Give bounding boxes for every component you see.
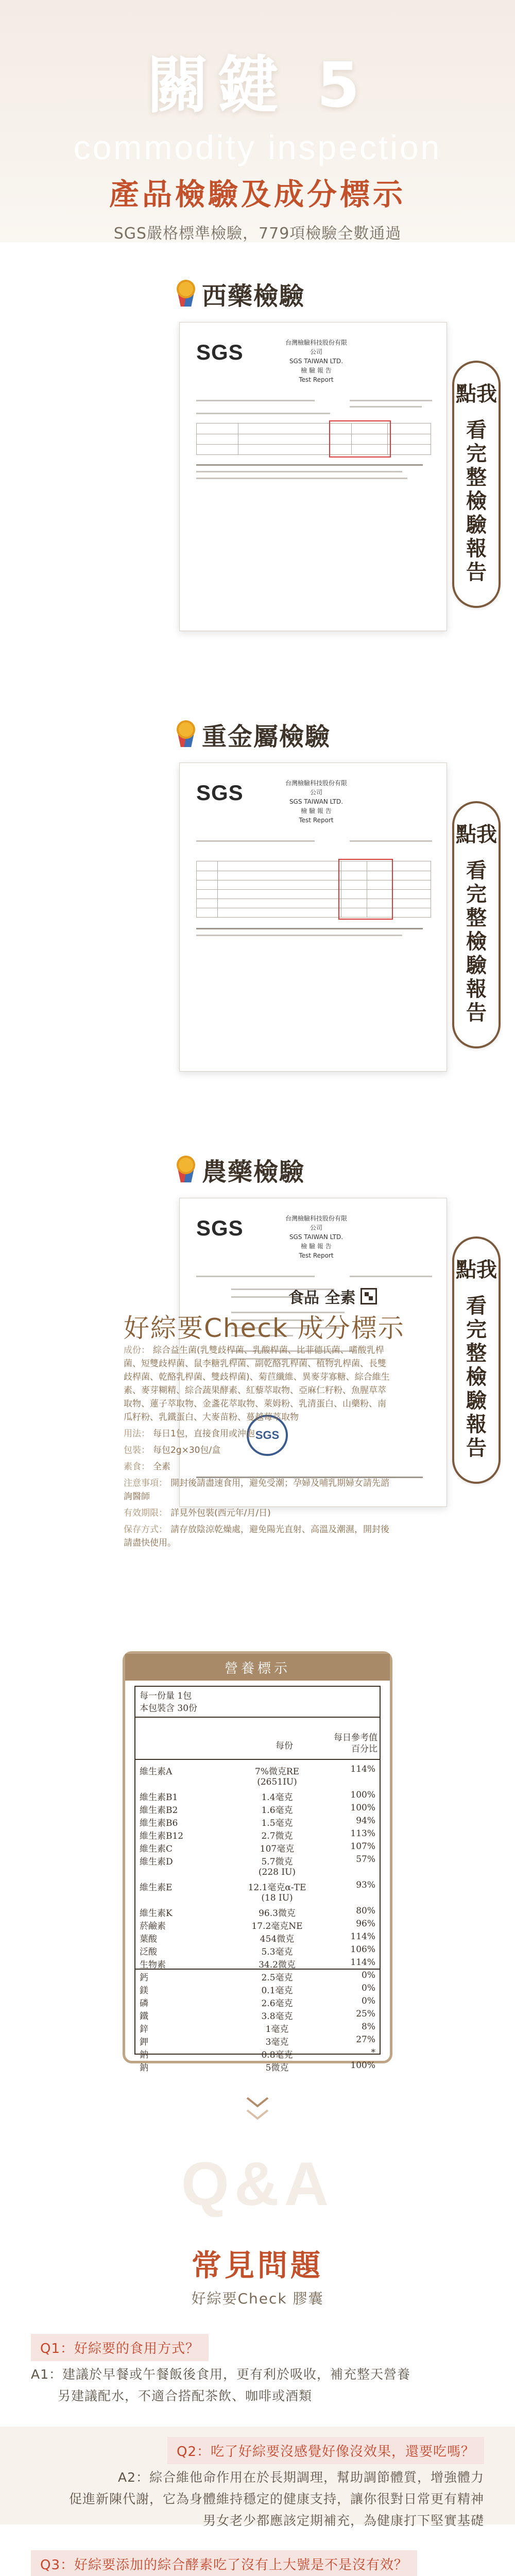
nutrient-daily-value: 94% bbox=[356, 1816, 375, 1826]
report-table bbox=[196, 423, 431, 455]
nutrient-daily-value: 96% bbox=[356, 1919, 375, 1929]
faq-answer-line: 另建議配水，不適合搭配茶飲、咖啡或酒類 bbox=[31, 2388, 313, 2403]
nutrient-daily-value: 0% bbox=[362, 1983, 375, 1993]
report-header: 台灣檢驗科技股份有限公司 SGS TAIWAN LTD. 檢 驗 報 告 Test Report bbox=[285, 779, 347, 824]
nutrition-row bbox=[135, 1828, 380, 1841]
nutrient-daily-value: 100% bbox=[350, 1790, 375, 1800]
highlight-box bbox=[338, 859, 393, 920]
highlight-box bbox=[329, 420, 391, 457]
nutrient-amount: (2651IU) bbox=[257, 1777, 297, 1787]
nutrient-amount: 0.8毫克 bbox=[261, 2050, 293, 2060]
view-full-report-button[interactable]: 點我 看 完 整 檢 驗 報 告 bbox=[452, 361, 501, 608]
nutrition-row bbox=[135, 1777, 380, 1790]
nutrient-daily-value: 106% bbox=[350, 1944, 375, 1955]
nutrient-daily-value: 0% bbox=[362, 1970, 375, 1980]
food-vegan-badge: 食品 全素 bbox=[288, 1283, 377, 1310]
section-title: 產品檢驗及成分標示 bbox=[109, 177, 406, 212]
nutrient-name: 維生素B1 bbox=[140, 1792, 178, 1803]
label-line bbox=[124, 1344, 391, 1424]
faq-answer bbox=[31, 2467, 484, 2532]
nutrient-amount: 454微克 bbox=[260, 1934, 295, 1944]
label-key: 素食： bbox=[124, 1462, 150, 1472]
report-header: 台灣檢驗科技股份有限公司 SGS TAIWAN LTD. 檢 驗 報 告 Test Report bbox=[285, 1215, 347, 1259]
nutrient-amount: 1.4毫克 bbox=[261, 1792, 293, 1803]
sgs-logo: SGS bbox=[196, 340, 244, 364]
nutrition-row bbox=[135, 1764, 380, 1777]
label-body bbox=[124, 1344, 391, 1553]
nutrient-amount: 5微克 bbox=[265, 2063, 289, 2073]
nutrition-row bbox=[135, 1996, 380, 2009]
nutrition-row bbox=[135, 2060, 380, 2073]
nutrient-daily-value: 27% bbox=[356, 2035, 375, 2045]
nutrient-amount: 1.5毫克 bbox=[261, 1818, 293, 1828]
label-value: 全素 bbox=[153, 1462, 170, 1472]
nutrient-daily-value: 0% bbox=[362, 1996, 375, 2006]
nutrition-row bbox=[135, 2022, 380, 2035]
nutrition-row bbox=[135, 1841, 380, 1854]
hero-banner bbox=[0, 0, 515, 242]
nutrient-name: 維生素C bbox=[140, 1844, 173, 1854]
faq-answer-line: A1：建議於早餐或午餐飯後食用，更有利於吸收，補充整天營養 bbox=[31, 2367, 411, 2382]
nutrient-daily-value: 114% bbox=[350, 1957, 375, 1968]
key-title: 關鍵 5 bbox=[147, 50, 368, 122]
label-key: 用法： bbox=[124, 1429, 150, 1439]
nutrient-name: 鈣 bbox=[140, 1973, 148, 1983]
faq-answer-line: A2：綜合維他命作用在於長期調理，幫助調節體質，增強體力 bbox=[117, 2470, 484, 2485]
nutrient-amount: 96.3微克 bbox=[259, 1908, 296, 1919]
label-value: 綜合益生菌(乳雙歧桿菌、乳酸桿菌、比菲德氏菌、嗜酸乳桿菌、短雙歧桿菌、鼠李糖乳桿菌、副乾酪乳桿菌、植物乳桿菌、長雙歧桿菌、乾酪乳桿菌、雙歧桿菌)、菊苣纖維、異麥芽寡糖、綜合維生素、麥芽糊精、綜合蔬果酵素、紅藜萃取物、亞麻仁籽粉、魚腥草萃取物、蓮子萃取物、金盞花萃取物、萊姆粉、乳清蛋白、山藥粉、南瓜籽粉、乳鐵蛋白、大麥苗粉、蔓越莓萃取物 bbox=[124, 1345, 390, 1422]
nutrient-name: 維生素E bbox=[140, 1883, 173, 1893]
label-line bbox=[124, 1444, 391, 1457]
nutrition-facts bbox=[123, 1651, 392, 2073]
nutrient-daily-value: 57% bbox=[356, 1854, 375, 1865]
nutrient-daily-value: 100% bbox=[350, 1803, 375, 1813]
view-full-report-button[interactable]: 點我 看 完 整 檢 驗 報 告 bbox=[452, 801, 501, 1048]
nutrient-name: 生物素 bbox=[140, 1960, 166, 1970]
nutrient-name: 鋅 bbox=[140, 2024, 148, 2035]
nutrient-name: 維生素K bbox=[140, 1908, 173, 1919]
nutrient-name: 維生素B6 bbox=[140, 1818, 178, 1828]
qa-background-text: Q&A bbox=[181, 2149, 334, 2218]
label-line bbox=[124, 1427, 391, 1440]
label-value: 詳見外包裝(西元年/月/日) bbox=[170, 1508, 271, 1518]
hero-english-subtitle: commodity inspection bbox=[73, 128, 442, 166]
nutrient-amount: (18 IU) bbox=[261, 1893, 293, 1903]
nutrient-name: 磷 bbox=[140, 1998, 148, 2009]
label-line bbox=[124, 1523, 391, 1550]
nutrition-row bbox=[135, 1906, 380, 1919]
nutrition-row bbox=[135, 1944, 380, 1957]
nutrient-amount: 5.7微克 bbox=[261, 1857, 293, 1867]
nutrient-name: 維生素A bbox=[140, 1767, 173, 1777]
report-table bbox=[196, 861, 431, 918]
product-label bbox=[0, 1283, 515, 2073]
nutrient-amount: 3毫克 bbox=[265, 2037, 289, 2047]
section-description: SGS嚴格標準檢驗，779項檢驗全數通過 bbox=[113, 225, 402, 243]
view-full-report-button[interactable]: 點我 看 完 整 檢 驗 報 告 bbox=[452, 1236, 501, 1484]
nutrient-daily-value: 113% bbox=[350, 1828, 375, 1839]
nutrition-row bbox=[135, 1970, 380, 1983]
nutrition-row bbox=[135, 1880, 380, 1893]
nutrition-table bbox=[134, 1686, 381, 2073]
nutrient-amount: 3.8毫克 bbox=[261, 2011, 293, 2022]
report-heading-label: 西藥檢驗 bbox=[202, 281, 305, 311]
label-key: 包裝： bbox=[124, 1445, 150, 1455]
faq-question: Q2：吃了好綜要沒感覺好像沒效果，還要吃嗎？ bbox=[167, 2437, 484, 2464]
nutrient-daily-value: 8% bbox=[362, 2022, 375, 2032]
nutrition-row bbox=[135, 1919, 380, 1931]
sgs-stamp: SGS bbox=[247, 1415, 288, 1456]
nutrient-amount: 1毫克 bbox=[265, 2024, 289, 2035]
report-heading bbox=[175, 1154, 305, 1185]
report-heading-label: 重金屬檢驗 bbox=[202, 722, 331, 751]
faq-section bbox=[0, 2087, 515, 2576]
faq-answer-line: 男女老少都應該定期補充，為健康打下堅實基礎 bbox=[202, 2513, 484, 2528]
label-value: 每日1包，直接食用或沖泡 bbox=[153, 1429, 255, 1439]
label-key: 成份： bbox=[124, 1345, 150, 1355]
label-key: 保存方式： bbox=[124, 1524, 167, 1535]
nutrient-amount: 2.7微克 bbox=[261, 1831, 293, 1841]
nutrient-amount: 17.2毫克NE bbox=[251, 1921, 303, 1931]
label-key: 有效期限： bbox=[124, 1508, 167, 1518]
label-line bbox=[124, 1506, 391, 1520]
nutrition-row bbox=[135, 2009, 380, 2022]
serving-info: 每一份量 1包 本包裝含 30份 bbox=[140, 1691, 198, 1714]
nutrient-name: 鈉 bbox=[140, 2063, 148, 2073]
nutrient-amount: 2.5毫克 bbox=[261, 1973, 293, 1983]
test-report-image[interactable] bbox=[179, 762, 447, 1072]
nutrient-amount: 34.2微克 bbox=[259, 1960, 296, 1970]
per-serving-header: 每份 bbox=[276, 1741, 293, 1751]
medal-icon bbox=[175, 720, 197, 748]
nutrient-daily-value: 93% bbox=[356, 1880, 375, 1890]
nutrient-name: 鎂 bbox=[140, 1986, 148, 1996]
medal-icon bbox=[175, 280, 197, 308]
nutrient-name: 維生素D bbox=[140, 1857, 173, 1867]
nutrient-name: 維生素B12 bbox=[140, 1831, 184, 1841]
faq-question: Q1：好綜要的食用方式？ bbox=[31, 2334, 209, 2361]
nutrient-name: 鐵 bbox=[140, 2011, 148, 2022]
report-heading-label: 農藥檢驗 bbox=[202, 1157, 305, 1187]
report-heading bbox=[175, 278, 305, 309]
faq-answer bbox=[31, 2364, 484, 2407]
qr-code-icon bbox=[360, 1288, 377, 1304]
nutrient-amount: 1.6毫克 bbox=[261, 1805, 293, 1816]
nutrition-title: 營養標示 bbox=[125, 1654, 390, 1681]
nutrient-daily-value: 25% bbox=[356, 2009, 375, 2019]
nutrition-row bbox=[135, 1854, 380, 1867]
label-key: 注意事項： bbox=[124, 1478, 167, 1488]
nutrient-daily-value: 107% bbox=[350, 1841, 375, 1852]
sgs-logo: SGS bbox=[196, 1216, 244, 1240]
chevron-down-icon bbox=[246, 2097, 269, 2108]
nutrient-amount: 5.3毫克 bbox=[261, 1947, 293, 1957]
report-section-heavy-metal bbox=[0, 719, 515, 1090]
nutrient-name: 鈉 bbox=[140, 2050, 148, 2060]
test-report-image[interactable] bbox=[179, 322, 447, 631]
nutrition-row bbox=[135, 2035, 380, 2047]
nutrient-daily-value: 114% bbox=[350, 1764, 375, 1774]
nutrition-row bbox=[135, 2047, 380, 2060]
label-value: 開封後請盡速食用，避免受潮；孕婦及哺乳期婦女請先諮詢醫師 bbox=[124, 1478, 389, 1502]
nutrient-name: 葉酸 bbox=[140, 1934, 157, 1944]
nutrient-amount: (228 IU) bbox=[258, 1867, 296, 1877]
report-header: 台灣檢驗科技股份有限公司 SGS TAIWAN LTD. 檢 驗 報 告 Test Report bbox=[285, 339, 347, 383]
nutrient-amount: 0.1毫克 bbox=[261, 1986, 293, 1996]
nutrition-row bbox=[135, 1867, 380, 1880]
chevron-down-icon bbox=[246, 2109, 269, 2121]
report-heading bbox=[175, 719, 331, 750]
label-title: 好綜要Check 成分標示 bbox=[124, 1313, 405, 1343]
label-value: 每包2g×30包/盒 bbox=[153, 1445, 221, 1455]
nutrient-amount: 2.6毫克 bbox=[261, 1998, 293, 2009]
faq-question: Q3：好綜要添加的綜合酵素吃了沒有上大號是不是沒有效？ bbox=[31, 2550, 417, 2576]
medal-icon bbox=[175, 1156, 197, 1183]
sgs-logo: SGS bbox=[196, 781, 244, 805]
report-section-western-medicine bbox=[0, 278, 515, 649]
daily-value-header: 每日參考值百分比 bbox=[334, 1733, 377, 1754]
nutrient-name: 鉀 bbox=[140, 2037, 148, 2047]
nutrient-daily-value: 80% bbox=[356, 1906, 375, 1916]
nutrition-row bbox=[135, 1803, 380, 1816]
nutrient-name: 菸鹼素 bbox=[140, 1921, 166, 1931]
nutrient-amount: 7%微克RE bbox=[254, 1767, 300, 1777]
nutrition-row bbox=[135, 1790, 380, 1803]
nutrient-amount: 107毫克 bbox=[260, 1844, 295, 1854]
nutrient-daily-value: 114% bbox=[350, 1931, 375, 1942]
label-line bbox=[124, 1477, 391, 1503]
faq-answer-line: 促進新陳代謝，它為身體維持穩定的健康支持，讓你很對日常更有精神 bbox=[68, 2492, 484, 2506]
faq-subtitle: 好綜要Check 膠囊 bbox=[191, 2290, 324, 2307]
faq-title: 常見問題 bbox=[191, 2248, 323, 2283]
nutrient-daily-value: 100% bbox=[350, 2060, 375, 2071]
nutrient-amount: 12.1毫克α-TE bbox=[248, 1883, 306, 1893]
nutrition-row bbox=[135, 1931, 380, 1944]
label-line bbox=[124, 1460, 391, 1473]
nutrition-row bbox=[135, 1816, 380, 1828]
nutrition-row bbox=[135, 1893, 380, 1906]
nutrient-name: 維生素B2 bbox=[140, 1805, 178, 1816]
nutrient-daily-value: * bbox=[371, 2047, 375, 2058]
nutrition-row bbox=[135, 1983, 380, 1996]
nutrient-name: 泛酸 bbox=[140, 1947, 157, 1957]
label-value: 請存放陰涼乾燥處，避免陽光直射、高溫及潮濕，開封後請盡快使用。 bbox=[124, 1524, 389, 1548]
